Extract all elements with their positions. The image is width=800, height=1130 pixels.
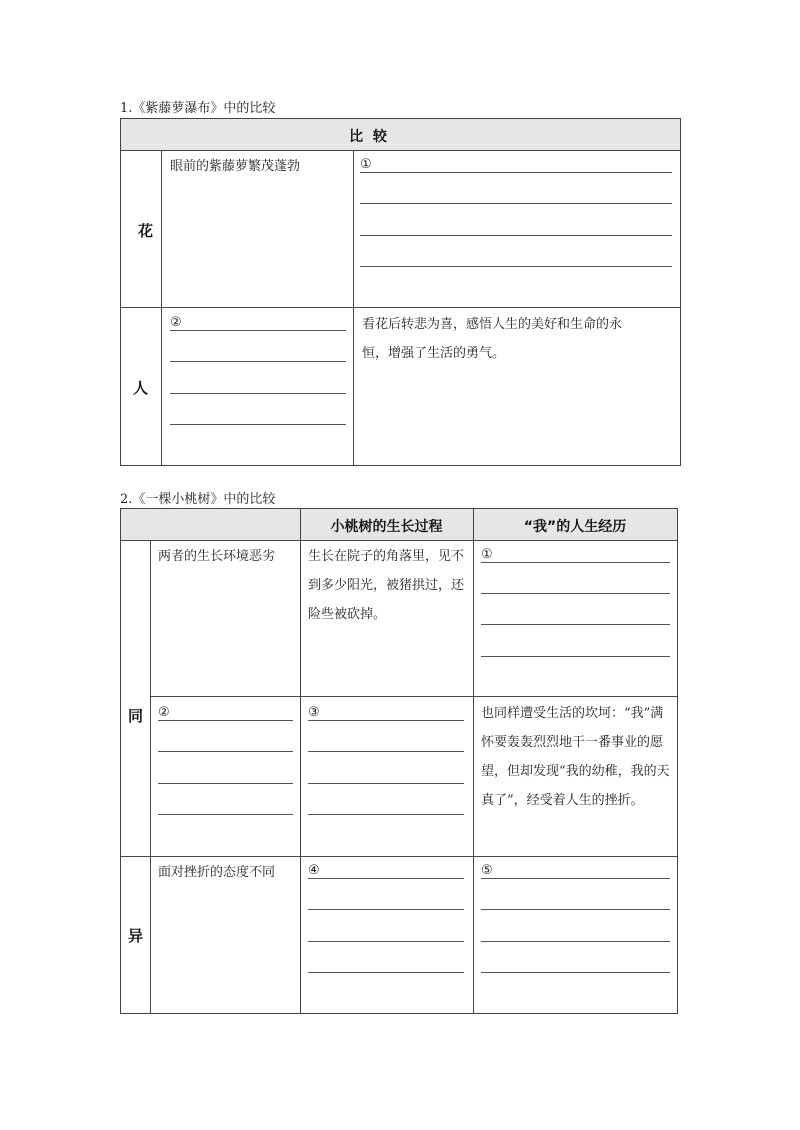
blank-marker-1: ① bbox=[360, 157, 372, 172]
blank-marker-t2-5: ⑤ bbox=[481, 863, 493, 878]
table1-header-label: 比 较 bbox=[349, 129, 387, 145]
table1-header-row bbox=[120, 118, 680, 150]
header-tree-growth: 小桃树的生长过程 bbox=[330, 519, 443, 535]
row-label-different: 异 bbox=[128, 927, 144, 945]
row-label-flower: 花 bbox=[138, 222, 154, 240]
person-reflection-text: 看花后转悲为喜，感悟人生的美好和生命的永恒，增强了生活的勇气。 bbox=[362, 317, 623, 361]
blank-marker-t2-2: ② bbox=[158, 705, 170, 720]
blank-marker-t2-4: ④ bbox=[308, 863, 320, 878]
row-label-same: 同 bbox=[128, 707, 144, 725]
attitude-text: 面对挫折的态度不同 bbox=[158, 865, 276, 880]
life-setback-text: 也同样遭受生活的坎坷：“我”满怀要轰轰烈烈地干一番事业的愿望，但却发现“我的幼稚，我的天真了”，经受着人生的挫折。 bbox=[481, 706, 670, 808]
table1-caption: 1.《紫藤萝瀑布》中的比较 bbox=[120, 101, 276, 116]
blank-marker-t2-3: ③ bbox=[308, 705, 320, 720]
environment-text: 两者的生长环境恶劣 bbox=[158, 549, 276, 564]
table2-caption: 2.《一棵小桃树》中的比较 bbox=[120, 492, 276, 507]
row-label-person: 人 bbox=[133, 379, 149, 397]
blank-marker-t2-1: ① bbox=[481, 547, 493, 562]
flower-observation-text: 眼前的紫藤萝繁茂蓬勃 bbox=[170, 159, 301, 174]
header-my-life: “我”的人生经历 bbox=[523, 519, 627, 535]
blank-marker-2: ② bbox=[170, 315, 182, 330]
tree-growth-text: 生长在院子的角落里，见不到多少阳光，被猪拱过，还险些被砍掉。 bbox=[308, 549, 465, 622]
